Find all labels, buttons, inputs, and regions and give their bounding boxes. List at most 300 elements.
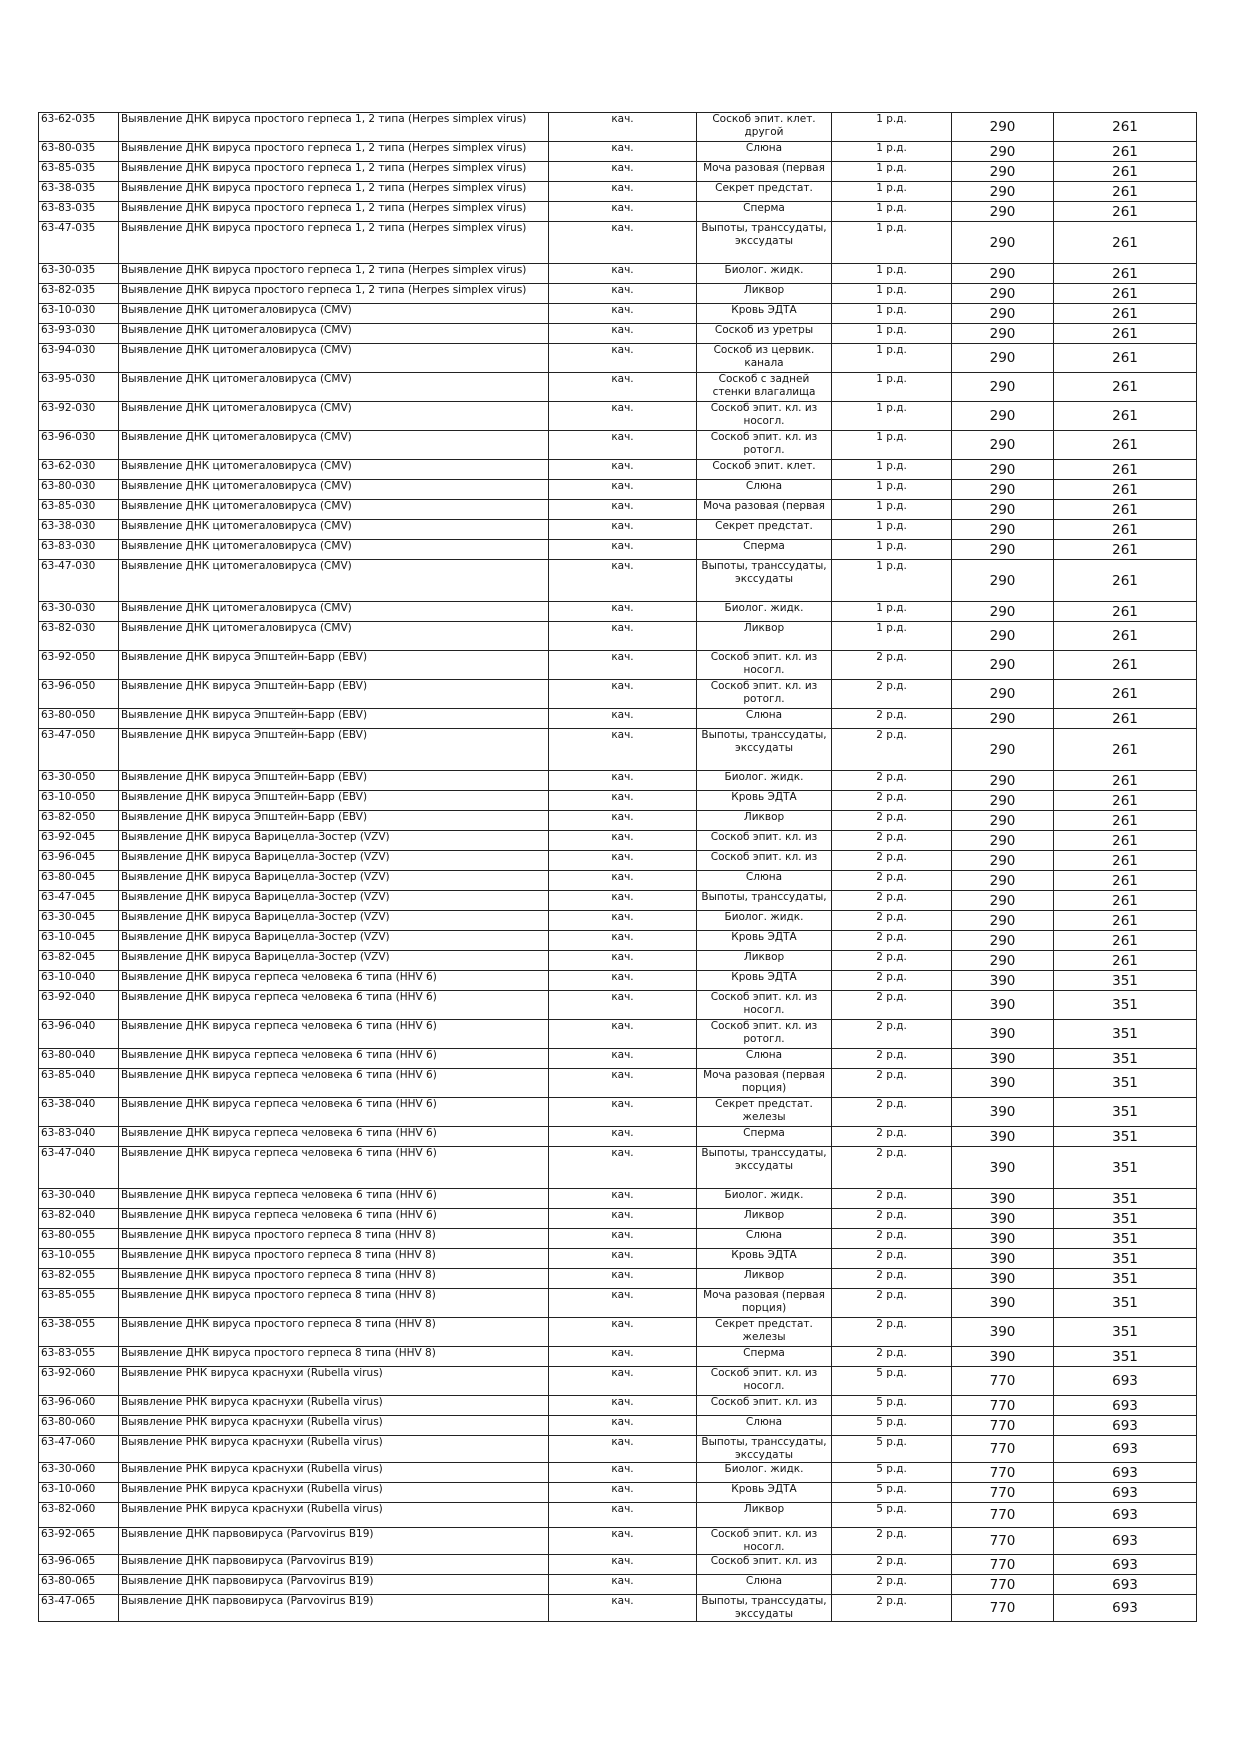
method-cell: кач. [549, 304, 697, 324]
code-cell: 63-92-030 [39, 402, 119, 431]
method-cell: кач. [549, 480, 697, 500]
material-text: Слюна [745, 1229, 783, 1241]
discount-price-cell: 351 [1054, 1189, 1197, 1209]
material-cell [697, 1318, 832, 1347]
test-name-cell: Выявление ДНК цитомегаловируса (CMV) [119, 431, 549, 460]
term-cell: 2 р.д. [832, 1098, 952, 1127]
code-cell: 63-82-040 [39, 1209, 119, 1229]
method-cell: кач. [549, 1269, 697, 1289]
discount-price-cell: 351 [1054, 1269, 1197, 1289]
discount-price-cell: 693 [1054, 1595, 1197, 1622]
material-cell [697, 1229, 832, 1249]
test-name-cell: Выявление ДНК вируса Варицелла-Зостер (VZV) [119, 871, 549, 891]
material-text: Выпоты, транссудаты, экссудаты [701, 1147, 827, 1172]
price-cell: 290 [952, 202, 1054, 222]
code-cell: 63-47-045 [39, 891, 119, 911]
discount-price-cell: 261 [1054, 871, 1197, 891]
material-text: Моча разовая (первая [703, 162, 825, 174]
term-cell: 2 р.д. [832, 1069, 952, 1098]
table-row [39, 1595, 1197, 1622]
material-text: Ликвор [743, 811, 785, 823]
test-name-cell: Выявление ДНК вируса Эпштейн-Барр (EBV) [119, 651, 549, 680]
discount-price-cell: 261 [1054, 851, 1197, 871]
table-row [39, 602, 1197, 622]
discount-price-cell: 261 [1054, 520, 1197, 540]
code-cell: 63-83-055 [39, 1347, 119, 1367]
term-cell: 2 р.д. [832, 729, 952, 771]
price-cell: 390 [952, 1147, 1054, 1189]
material-cell [697, 1289, 832, 1318]
test-name-cell: Выявление ДНК цитомегаловируса (CMV) [119, 500, 549, 520]
discount-price-cell: 693 [1054, 1575, 1197, 1595]
material-text: Слюна [745, 480, 783, 492]
material-cell [697, 431, 832, 460]
table-row [39, 931, 1197, 951]
term-cell: 2 р.д. [832, 991, 952, 1020]
test-name-cell: Выявление ДНК вируса Эпштейн-Барр (EBV) [119, 680, 549, 709]
test-name-cell: Выявление ДНК вируса Варицелла-Зостер (VZV) [119, 891, 549, 911]
discount-price-cell: 261 [1054, 729, 1197, 771]
table-row [39, 1367, 1197, 1396]
discount-price-cell: 261 [1054, 680, 1197, 709]
code-cell: 63-96-065 [39, 1555, 119, 1575]
code-cell: 63-96-045 [39, 851, 119, 871]
price-cell: 770 [952, 1367, 1054, 1396]
material-cell [697, 113, 832, 142]
price-cell: 290 [952, 651, 1054, 680]
table-row [39, 622, 1197, 651]
price-cell: 770 [952, 1555, 1054, 1575]
code-cell: 63-47-050 [39, 729, 119, 771]
material-text: Кровь ЭДТА [731, 971, 797, 983]
test-name-cell: Выявление ДНК цитомегаловируса (CMV) [119, 602, 549, 622]
code-cell: 63-82-050 [39, 811, 119, 831]
price-cell: 390 [952, 1098, 1054, 1127]
material-cell [697, 911, 832, 931]
term-cell: 1 р.д. [832, 500, 952, 520]
code-cell: 63-96-050 [39, 680, 119, 709]
material-text: Выпоты, транссудаты, экссудаты [701, 1436, 827, 1461]
code-cell: 63-38-055 [39, 1318, 119, 1347]
code-cell: 63-47-030 [39, 560, 119, 602]
table-row [39, 680, 1197, 709]
discount-price-cell: 261 [1054, 500, 1197, 520]
code-cell: 63-10-050 [39, 791, 119, 811]
code-cell: 63-92-050 [39, 651, 119, 680]
material-text: Соскоб эпит. кл. из носогл. [710, 1528, 818, 1553]
method-cell: кач. [549, 402, 697, 431]
material-cell [697, 344, 832, 373]
material-text: Кровь ЭДТА [731, 304, 797, 316]
material-cell [697, 1147, 832, 1189]
discount-price-cell: 261 [1054, 344, 1197, 373]
test-name-cell: Выявление ДНК парвовируса (Parvovirus B19) [119, 1555, 549, 1575]
test-name-cell: Выявление ДНК вируса герпеса человека 6 типа (HHV 6) [119, 1020, 549, 1049]
code-cell: 63-83-035 [39, 202, 119, 222]
table-row [39, 1503, 1197, 1528]
material-cell [697, 1249, 832, 1269]
material-text: Выпоты, транссудаты, экссудаты [701, 560, 827, 585]
test-name-cell: Выявление ДНК цитомегаловируса (CMV) [119, 460, 549, 480]
material-cell [697, 142, 832, 162]
table-row [39, 1147, 1197, 1189]
term-cell: 1 р.д. [832, 402, 952, 431]
test-name-cell: Выявление ДНК вируса Варицелла-Зостер (VZV) [119, 851, 549, 871]
material-text: Биолог. жидк. [724, 602, 804, 614]
term-cell: 2 р.д. [832, 931, 952, 951]
price-cell: 290 [952, 324, 1054, 344]
method-cell: кач. [549, 1318, 697, 1347]
test-name-cell: Выявление ДНК парвовируса (Parvovirus B19) [119, 1595, 549, 1622]
discount-price-cell: 261 [1054, 373, 1197, 402]
method-cell: кач. [549, 1209, 697, 1229]
discount-price-cell: 351 [1054, 1098, 1197, 1127]
material-cell [697, 1367, 832, 1396]
method-cell: кач. [549, 1189, 697, 1209]
term-cell: 2 р.д. [832, 1269, 952, 1289]
code-cell: 63-85-040 [39, 1069, 119, 1098]
method-cell: кач. [549, 1127, 697, 1147]
price-cell: 290 [952, 162, 1054, 182]
material-cell [697, 222, 832, 264]
test-name-cell: Выявление ДНК цитомегаловируса (CMV) [119, 344, 549, 373]
material-text: Ликвор [743, 1209, 785, 1221]
price-cell: 770 [952, 1463, 1054, 1483]
table-row [39, 1098, 1197, 1127]
table-row [39, 971, 1197, 991]
test-name-cell: Выявление ДНК вируса Варицелла-Зостер (VZV) [119, 951, 549, 971]
material-cell [697, 971, 832, 991]
term-cell: 5 р.д. [832, 1436, 952, 1463]
discount-price-cell: 261 [1054, 811, 1197, 831]
price-cell: 390 [952, 1127, 1054, 1147]
material-text: Слюна [745, 709, 783, 721]
price-cell: 290 [952, 560, 1054, 602]
test-name-cell: Выявление ДНК вируса простого герпеса 1, 2 типа (Herpes simplex virus) [119, 202, 549, 222]
test-name-cell: Выявление ДНК вируса Эпштейн-Барр (EBV) [119, 709, 549, 729]
method-cell: кач. [549, 1347, 697, 1367]
material-cell [697, 202, 832, 222]
code-cell: 63-47-060 [39, 1436, 119, 1463]
code-cell: 63-92-065 [39, 1528, 119, 1555]
term-cell: 2 р.д. [832, 1528, 952, 1555]
method-cell: кач. [549, 142, 697, 162]
material-cell [697, 264, 832, 284]
material-cell [697, 373, 832, 402]
term-cell: 1 р.д. [832, 324, 952, 344]
method-cell: кач. [549, 344, 697, 373]
material-text: Выпоты, транссудаты, экссудаты [701, 1595, 827, 1620]
material-cell [697, 1463, 832, 1483]
discount-price-cell: 351 [1054, 1049, 1197, 1069]
material-text: Ликвор [743, 622, 785, 634]
code-cell: 63-82-035 [39, 284, 119, 304]
price-cell: 290 [952, 402, 1054, 431]
discount-price-cell: 351 [1054, 1347, 1197, 1367]
discount-price-cell: 261 [1054, 304, 1197, 324]
term-cell: 5 р.д. [832, 1416, 952, 1436]
term-cell: 1 р.д. [832, 431, 952, 460]
discount-price-cell: 693 [1054, 1436, 1197, 1463]
price-cell: 390 [952, 1249, 1054, 1269]
test-name-cell: Выявление ДНК вируса простого герпеса 1, 2 типа (Herpes simplex virus) [119, 182, 549, 202]
discount-price-cell: 261 [1054, 162, 1197, 182]
table-row [39, 344, 1197, 373]
term-cell: 2 р.д. [832, 1575, 952, 1595]
method-cell: кач. [549, 540, 697, 560]
term-cell: 2 р.д. [832, 871, 952, 891]
test-name-cell: Выявление ДНК парвовируса (Parvovirus B19) [119, 1528, 549, 1555]
term-cell: 2 р.д. [832, 651, 952, 680]
price-cell: 290 [952, 680, 1054, 709]
method-cell: кач. [549, 284, 697, 304]
material-text: Соскоб эпит. кл. из ротогл. [710, 431, 818, 456]
term-cell: 2 р.д. [832, 771, 952, 791]
material-cell [697, 811, 832, 831]
code-cell: 63-82-055 [39, 1269, 119, 1289]
price-cell: 290 [952, 791, 1054, 811]
code-cell: 63-80-050 [39, 709, 119, 729]
method-cell: кач. [549, 651, 697, 680]
method-cell: кач. [549, 1289, 697, 1318]
method-cell: кач. [549, 931, 697, 951]
material-cell [697, 931, 832, 951]
method-cell: кач. [549, 1463, 697, 1483]
material-cell [697, 951, 832, 971]
material-cell [697, 851, 832, 871]
table-row [39, 480, 1197, 500]
table-row [39, 1127, 1197, 1147]
table-row [39, 1396, 1197, 1416]
material-cell [697, 162, 832, 182]
method-cell: кач. [549, 1367, 697, 1396]
material-text: Соскоб эпит. клет. другой [712, 113, 816, 138]
method-cell: кач. [549, 1098, 697, 1127]
test-name-cell: Выявление ДНК цитомегаловируса (CMV) [119, 540, 549, 560]
material-cell [697, 1483, 832, 1503]
material-cell [697, 1209, 832, 1229]
material-cell [697, 771, 832, 791]
discount-price-cell: 351 [1054, 1318, 1197, 1347]
material-text: Моча разовая (первая порция) [703, 1069, 825, 1094]
price-cell: 390 [952, 1209, 1054, 1229]
test-name-cell: Выявление РНК вируса краснухи (Rubella virus) [119, 1483, 549, 1503]
discount-price-cell: 261 [1054, 709, 1197, 729]
table-row [39, 222, 1197, 264]
test-name-cell: Выявление РНК вируса краснухи (Rubella virus) [119, 1463, 549, 1483]
discount-price-cell: 261 [1054, 431, 1197, 460]
term-cell: 2 р.д. [832, 680, 952, 709]
code-cell: 63-82-030 [39, 622, 119, 651]
price-cell: 290 [952, 264, 1054, 284]
material-text: Сперма [743, 1347, 785, 1359]
test-name-cell: Выявление ДНК вируса герпеса человека 6 типа (HHV 6) [119, 1069, 549, 1098]
price-cell: 390 [952, 1318, 1054, 1347]
material-cell [697, 1436, 832, 1463]
table-row [39, 182, 1197, 202]
test-name-cell: Выявление ДНК вируса Варицелла-Зостер (VZV) [119, 931, 549, 951]
method-cell: кач. [549, 831, 697, 851]
method-cell: кач. [549, 264, 697, 284]
test-name-cell: Выявление ДНК вируса простого герпеса 1, 2 типа (Herpes simplex virus) [119, 142, 549, 162]
term-cell: 1 р.д. [832, 304, 952, 324]
code-cell: 63-10-040 [39, 971, 119, 991]
term-cell: 1 р.д. [832, 460, 952, 480]
test-name-cell: Выявление ДНК цитомегаловируса (CMV) [119, 304, 549, 324]
material-cell [697, 991, 832, 1020]
price-table-body [39, 113, 1197, 1622]
table-row [39, 560, 1197, 602]
code-cell: 63-10-045 [39, 931, 119, 951]
table-row [39, 1269, 1197, 1289]
discount-price-cell: 261 [1054, 951, 1197, 971]
code-cell: 63-85-030 [39, 500, 119, 520]
material-text: Соскоб эпит. кл. из носогл. [710, 651, 818, 676]
price-cell: 290 [952, 142, 1054, 162]
material-cell [697, 284, 832, 304]
method-cell: кач. [549, 1249, 697, 1269]
table-row [39, 791, 1197, 811]
price-cell: 390 [952, 1289, 1054, 1318]
test-name-cell: Выявление ДНК цитомегаловируса (CMV) [119, 622, 549, 651]
code-cell: 63-93-030 [39, 324, 119, 344]
term-cell: 2 р.д. [832, 1249, 952, 1269]
discount-price-cell: 693 [1054, 1528, 1197, 1555]
material-cell [697, 622, 832, 651]
test-name-cell: Выявление ДНК вируса герпеса человека 6 типа (HHV 6) [119, 1098, 549, 1127]
material-text: Ликвор [743, 951, 785, 963]
term-cell: 1 р.д. [832, 264, 952, 284]
table-row [39, 651, 1197, 680]
term-cell: 1 р.д. [832, 113, 952, 142]
material-cell [697, 1595, 832, 1622]
material-cell [697, 1189, 832, 1209]
material-cell [697, 729, 832, 771]
table-row [39, 951, 1197, 971]
code-cell: 63-80-045 [39, 871, 119, 891]
method-cell: кач. [549, 431, 697, 460]
discount-price-cell: 693 [1054, 1367, 1197, 1396]
method-cell: кач. [549, 520, 697, 540]
term-cell: 1 р.д. [832, 162, 952, 182]
price-cell: 290 [952, 304, 1054, 324]
discount-price-cell: 351 [1054, 1209, 1197, 1229]
method-cell: кач. [549, 709, 697, 729]
table-row [39, 202, 1197, 222]
price-cell: 290 [952, 911, 1054, 931]
table-row [39, 1249, 1197, 1269]
material-text: Соскоб эпит. клет. [712, 460, 816, 472]
test-name-cell: Выявление ДНК вируса Эпштейн-Барр (EBV) [119, 811, 549, 831]
material-cell [697, 1127, 832, 1147]
material-text: Соскоб эпит. кл. из [710, 1555, 818, 1567]
material-text: Соскоб эпит. кл. из носогл. [710, 402, 818, 427]
test-name-cell: Выявление ДНК цитомегаловируса (CMV) [119, 480, 549, 500]
term-cell: 1 р.д. [832, 373, 952, 402]
price-cell: 290 [952, 222, 1054, 264]
material-text: Соскоб эпит. кл. из [710, 851, 818, 863]
discount-price-cell: 693 [1054, 1396, 1197, 1416]
material-cell [697, 402, 832, 431]
test-name-cell: Выявление ДНК парвовируса (Parvovirus B19) [119, 1575, 549, 1595]
test-name-cell: Выявление ДНК вируса Эпштейн-Барр (EBV) [119, 791, 549, 811]
material-cell [697, 520, 832, 540]
code-cell: 63-30-030 [39, 602, 119, 622]
price-cell: 290 [952, 871, 1054, 891]
test-name-cell: Выявление ДНК вируса простого герпеса 1, 2 типа (Herpes simplex virus) [119, 162, 549, 182]
discount-price-cell: 351 [1054, 1289, 1197, 1318]
code-cell: 63-80-030 [39, 480, 119, 500]
material-text: Кровь ЭДТА [731, 791, 797, 803]
table-row [39, 851, 1197, 871]
material-cell [697, 560, 832, 602]
discount-price-cell: 693 [1054, 1503, 1197, 1528]
code-cell: 63-85-035 [39, 162, 119, 182]
table-row [39, 1416, 1197, 1436]
price-cell: 290 [952, 811, 1054, 831]
test-name-cell: Выявление ДНК вируса герпеса человека 6 типа (HHV 6) [119, 991, 549, 1020]
material-text: Слюна [745, 1575, 783, 1587]
method-cell: кач. [549, 1396, 697, 1416]
material-cell [697, 1049, 832, 1069]
code-cell: 63-82-060 [39, 1503, 119, 1528]
table-row [39, 911, 1197, 931]
code-cell: 63-47-035 [39, 222, 119, 264]
price-cell: 290 [952, 182, 1054, 202]
table-row [39, 113, 1197, 142]
table-row [39, 1020, 1197, 1049]
term-cell: 2 р.д. [832, 1127, 952, 1147]
material-cell [697, 500, 832, 520]
price-list-sheet [38, 112, 1196, 1622]
code-cell: 63-92-040 [39, 991, 119, 1020]
method-cell: кач. [549, 1020, 697, 1049]
price-cell: 290 [952, 831, 1054, 851]
method-cell: кач. [549, 680, 697, 709]
discount-price-cell: 261 [1054, 113, 1197, 142]
material-cell [697, 324, 832, 344]
discount-price-cell: 261 [1054, 324, 1197, 344]
material-text: Моча разовая (первая [703, 500, 825, 512]
code-cell: 63-95-030 [39, 373, 119, 402]
code-cell: 63-96-060 [39, 1396, 119, 1416]
term-cell: 2 р.д. [832, 851, 952, 871]
material-text: Выпоты, транссудаты, экссудаты [701, 222, 827, 247]
material-text: Ликвор [743, 1269, 785, 1281]
method-cell: кач. [549, 1483, 697, 1503]
test-name-cell: Выявление ДНК вируса герпеса человека 6 типа (HHV 6) [119, 1209, 549, 1229]
discount-price-cell: 261 [1054, 911, 1197, 931]
price-cell: 290 [952, 540, 1054, 560]
price-cell: 290 [952, 891, 1054, 911]
material-cell [697, 1396, 832, 1416]
test-name-cell: Выявление ДНК цитомегаловируса (CMV) [119, 560, 549, 602]
material-cell [697, 304, 832, 324]
material-cell [697, 891, 832, 911]
term-cell: 5 р.д. [832, 1396, 952, 1416]
material-cell [697, 1555, 832, 1575]
material-text: Моча разовая (первая порция) [703, 1289, 825, 1314]
method-cell: кач. [549, 1436, 697, 1463]
table-row [39, 402, 1197, 431]
discount-price-cell: 261 [1054, 651, 1197, 680]
test-name-cell: Выявление ДНК цитомегаловируса (CMV) [119, 324, 549, 344]
method-cell: кач. [549, 1049, 697, 1069]
term-cell: 5 р.д. [832, 1367, 952, 1396]
material-text: Биолог. жидк. [724, 1463, 804, 1475]
discount-price-cell: 261 [1054, 480, 1197, 500]
method-cell: кач. [549, 1069, 697, 1098]
